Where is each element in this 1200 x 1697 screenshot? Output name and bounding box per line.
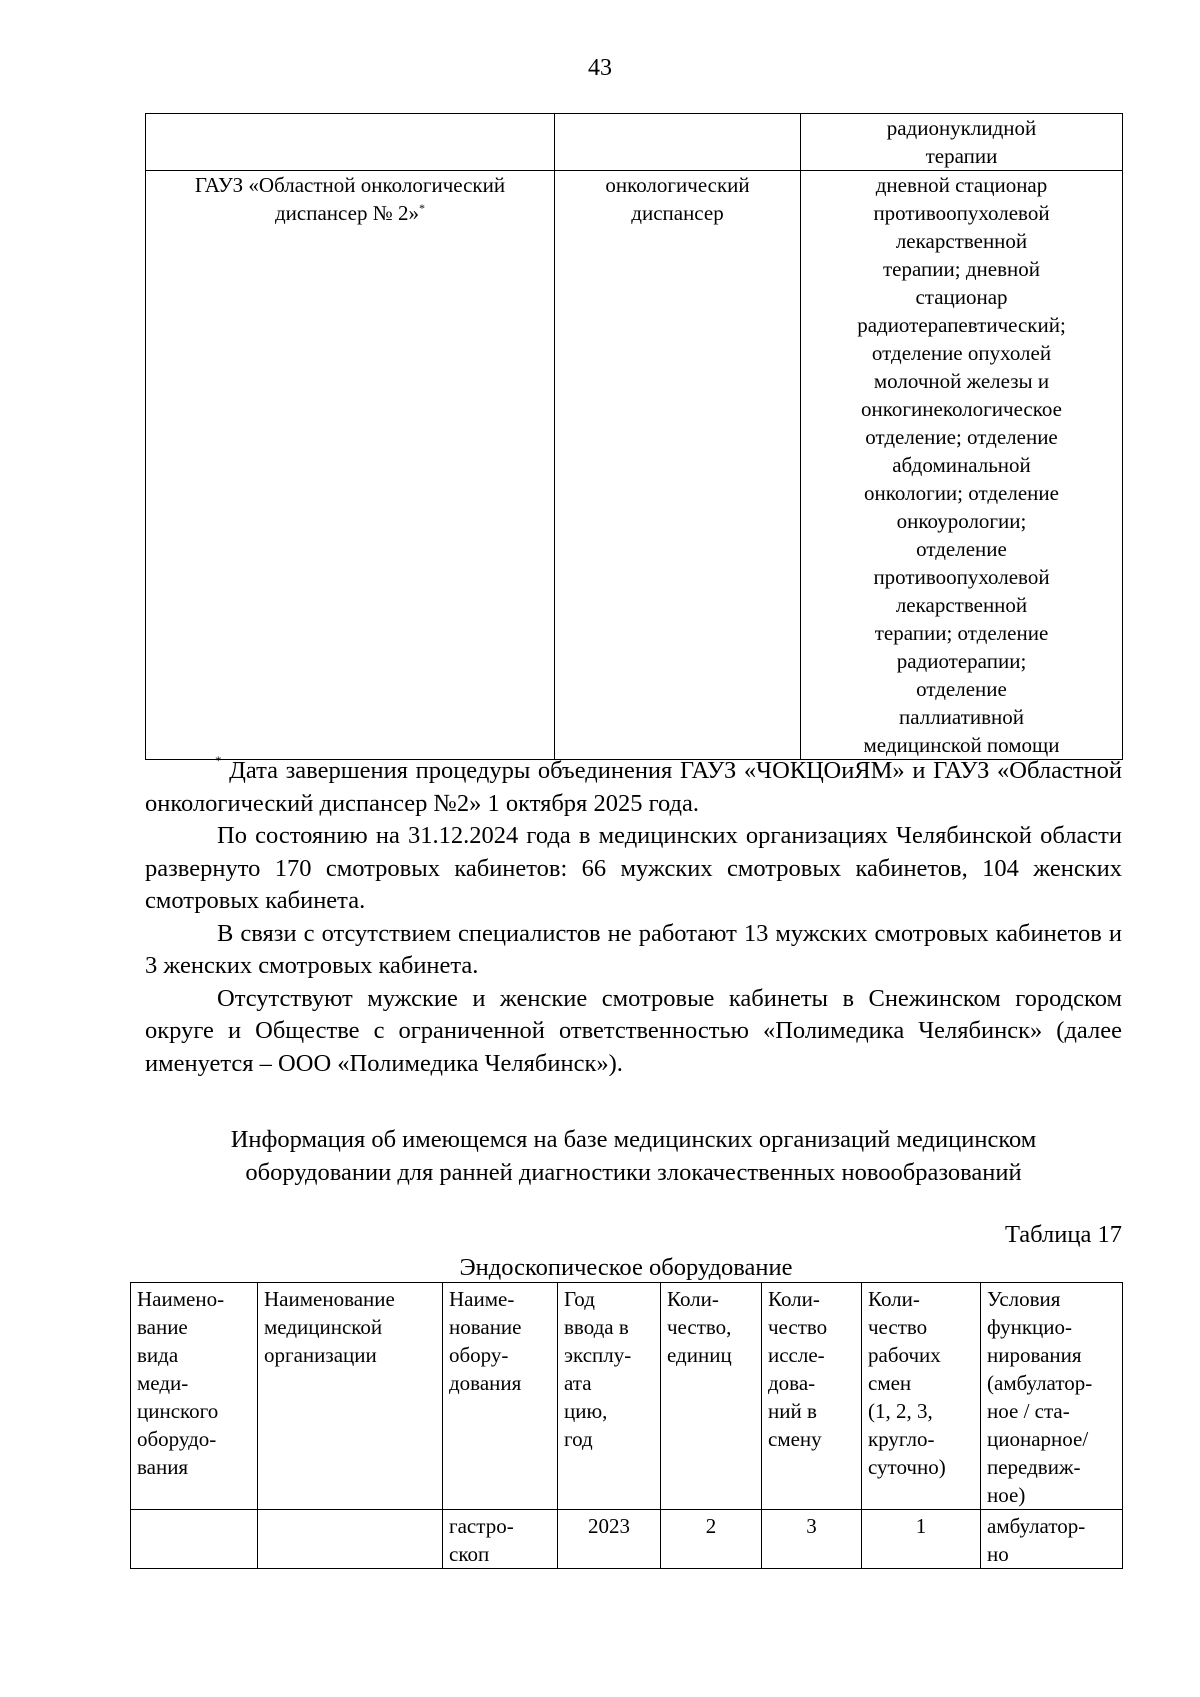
body-text [145, 752, 1122, 1080]
table-header-cell: Год ввода в эксплу- ата цию, год [558, 1283, 661, 1510]
table-cell-type: онкологический диспансер [555, 171, 801, 760]
table-header-cell: Коли- чество иссле- дова- ний в смену [762, 1283, 862, 1510]
table-cell [258, 1510, 443, 1569]
table-header-cell: Коли- чество рабочих смен (1, 2, 3, кругло- суточно) [862, 1283, 981, 1510]
table-header-cell: Коли- чество, единиц [661, 1283, 762, 1510]
table-cell-units: дневной стационар противоопухолевой лекарственной терапии; дневной стационар радиотерапевтический; отделение опухолей молочной железы и онкогинекологическое отделение; отделение абдоминальной онкологии; отделение онкоурологии; отделение противоопухолевой лекарственной терапии; отделение радиотерапии; отделение паллиативной медицинской помощи [801, 171, 1123, 760]
paragraph: Отсутствуют мужские и женские смотровые кабинеты в Снежинском городском округе и Обществе с ограниченной ответственностью «Полимедика Челябинск» (далее именуется – ООО «Полимедика Челябинск»). [145, 984, 1122, 1077]
footnote-mark: * [215, 752, 222, 768]
table-cell: 2 [661, 1510, 762, 1569]
org-name: ГАУЗ «Областной онкологический диспансер № 2» [194, 173, 506, 225]
table-row [146, 171, 1123, 760]
table-cell: 2023 [558, 1510, 661, 1569]
table-header-row [131, 1283, 1123, 1510]
table-cell-units: радионуклидной терапии [801, 114, 1123, 171]
table-cell: гастро- скоп [443, 1510, 558, 1569]
equipment-table [130, 1282, 1123, 1569]
footnote [145, 752, 1122, 820]
table-header-cell: Наименование медицинской организации [258, 1283, 443, 1510]
paragraph: По состоянию на 31.12.2024 года в медицинских организациях Челябинской области развернуто 170 смотровых кабинетов: 66 мужских смотровых кабинетов, 104 женских смотровых кабинета. [145, 822, 1122, 914]
table-cell-org [146, 114, 555, 171]
table-cell [131, 1510, 258, 1569]
table-header-cell: Наимено- вание вида меди- цинского оборудо- вания [131, 1283, 258, 1510]
table-caption: Эндоскопическое оборудование [459, 1254, 793, 1281]
table-cell: 3 [762, 1510, 862, 1569]
paragraph: В связи с отсутствием специалистов не работают 13 мужских смотровых кабинетов и 3 женских смотровых кабинета. [145, 919, 1122, 979]
table-header-cell: Условия функцио- нирования (амбулатор- ное / ста- ционарное/ передвиж- ное) [981, 1283, 1123, 1510]
footnote-mark: * [418, 201, 425, 215]
section-title: Информация об имеющемся на базе медицинских организаций медицинском оборудовании для ранней диагностики злокачественных новообразований [230, 1126, 1037, 1186]
table-cell-type [555, 114, 801, 171]
footnote-text: Дата завершения процедуры объединения ГАУЗ «ЧОКЦОиЯМ» и ГАУЗ «Областной онкологический диспансер №2» 1 октября 2025 года. [145, 757, 1122, 817]
table-number: Таблица 17 [1004, 1221, 1122, 1248]
table-cell-org [146, 171, 555, 760]
table-cell: амбулатор- но [981, 1510, 1123, 1569]
table-row [131, 1510, 1123, 1569]
table-cell: 1 [862, 1510, 981, 1569]
organizations-table [145, 113, 1123, 760]
table-header-cell: Наиме- нование обору- дования [443, 1283, 558, 1510]
page-number: 43 [588, 55, 612, 81]
table-row [146, 114, 1123, 171]
